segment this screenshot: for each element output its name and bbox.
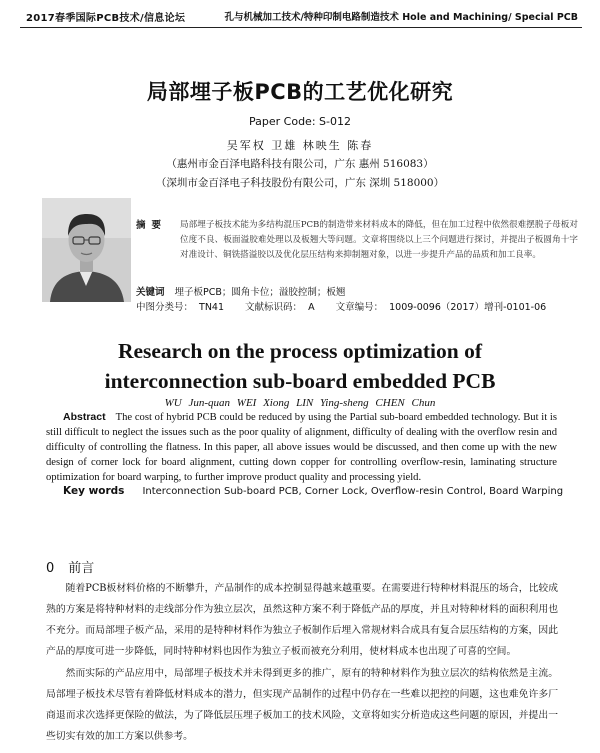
keywords-chinese	[136, 284, 345, 298]
article-number-value: 1009-0096（2017）增刊-0101-06	[389, 302, 547, 313]
title-chinese: 局部埋子板PCB的工艺优化研究	[146, 80, 454, 104]
abstract-en-label: Abstract	[63, 411, 106, 423]
header-right: 孔与机械加工技术/特种印制电路制造技术 Hole and Machining/ Special PCB	[224, 12, 578, 23]
abstract-en-text: The cost of hybrid PCB could be reduced by using the Partial sub-board embedded technology. But it is still difficult to neglect the issues such as the poor quality of alignment, difficulty of dealing with the overflow resin and difficulty of controlling the flatness. In this paper, all above issues would be discussed, and then come up with the new design of corner lock for board alignment, cutting down copper for controlling overflow-resin, laminating structure optimization for board warping, to further improve product quality and processing yield.	[46, 412, 557, 483]
title-english	[0, 336, 600, 396]
authors-chinese: 吴军权 卫雄 林映生 陈春	[226, 139, 374, 152]
authors-english: WU Jun-quan WEI Xiong LIN Ying-sheng CHEN Chun	[164, 397, 436, 409]
section-heading	[46, 557, 94, 576]
header-rule	[20, 27, 582, 28]
abstract-chinese	[136, 218, 578, 263]
classification-line	[136, 299, 552, 313]
clc-value: TN41	[199, 302, 225, 313]
keywords-english	[63, 485, 563, 497]
title-en-line-1: Research on the process optimization of	[117, 339, 483, 363]
portrait-image	[42, 198, 131, 302]
doc-code-value: A	[308, 302, 315, 313]
section-title: 前言	[68, 561, 95, 576]
keywords-en-label: Key words	[63, 485, 125, 497]
abstract-cn-label: 摘要	[136, 220, 168, 231]
affiliation-2: （深圳市金百泽电子科技股份有限公司，广东 深圳 518000）	[155, 177, 445, 189]
header-left: 2017春季国际PCB技术/信息论坛	[26, 13, 186, 24]
affiliation-1: （惠州市金百泽电路科技有限公司，广东 惠州 516083）	[166, 158, 434, 170]
doc-code-label: 文献标识码：	[245, 302, 303, 313]
paper-code: Paper Code: S-012	[249, 115, 351, 128]
keywords-cn-label: 关键词	[136, 287, 165, 298]
keywords-cn-text: 埋子板PCB；圆角卡位；溢胶控制；板翘	[174, 287, 346, 298]
abstract-cn-text: 局部埋子板技术能为多结构混压PCB的制造带来材料成本的降低，但在加工过程中依然很难摆脱子母板对位度不良、板面溢胶难处理以及板翘大等问题。文章将围绕以上三个问题进行探讨，并提出子板圆角十字对准设计、铜铣搭溢胶以及优化层压结构来抑制翘对象，以进一步提升产品的品质和加工良率。	[180, 220, 578, 260]
title-en-line-2: interconnection sub-board embedded PCB	[104, 369, 496, 393]
author-photo	[42, 198, 131, 302]
keywords-en-text: Interconnection Sub-board PCB, Corner Lock, Overflow-resin Control, Board Warping	[142, 486, 564, 497]
abstract-english	[46, 410, 557, 485]
section-number: 0	[46, 561, 55, 576]
body-paragraph-2: 然而实际的产品应用中，局部埋子板技术并未得到更多的推广，原有的特种材料作为独立层次的结构依然是主流。局部埋子板技术尽管有着降低材料成本的潜力，但实现产品制作的过程中仍存在一些难以把控的问题，这也难免许多厂商退而求次选择更保险的做法，为了降低层压埋子板加工的技术风险，文章将如实分析造成这些问题的原因，并提出一些切实有效的加工方案以供参考。	[46, 668, 558, 742]
running-header	[0, 6, 600, 26]
body-paragraph-1: 随着PCB板材料价格的不断攀升，产品制作的成本控制显得越来越重要。在需要进行特种材料混压的场合，比较成熟的方案是将特种材料的走线部分作为独立层次，虽然这种方案不利于降低产品的厚度，并且对特种材料的面积利用也不充分。而局部埋子板产品，采用的是特种材料作为独立子板制作后埋入常规材料合成具有复合层压结构的方案，因此产品的厚度可进一步降低，同时特种材料也因作为独立子板而被充分利用，使材料成本也出现了可喜的空间。	[46, 583, 558, 657]
clc-label: 中图分类号：	[136, 302, 194, 313]
article-number-label: 文章编号：	[335, 302, 384, 313]
